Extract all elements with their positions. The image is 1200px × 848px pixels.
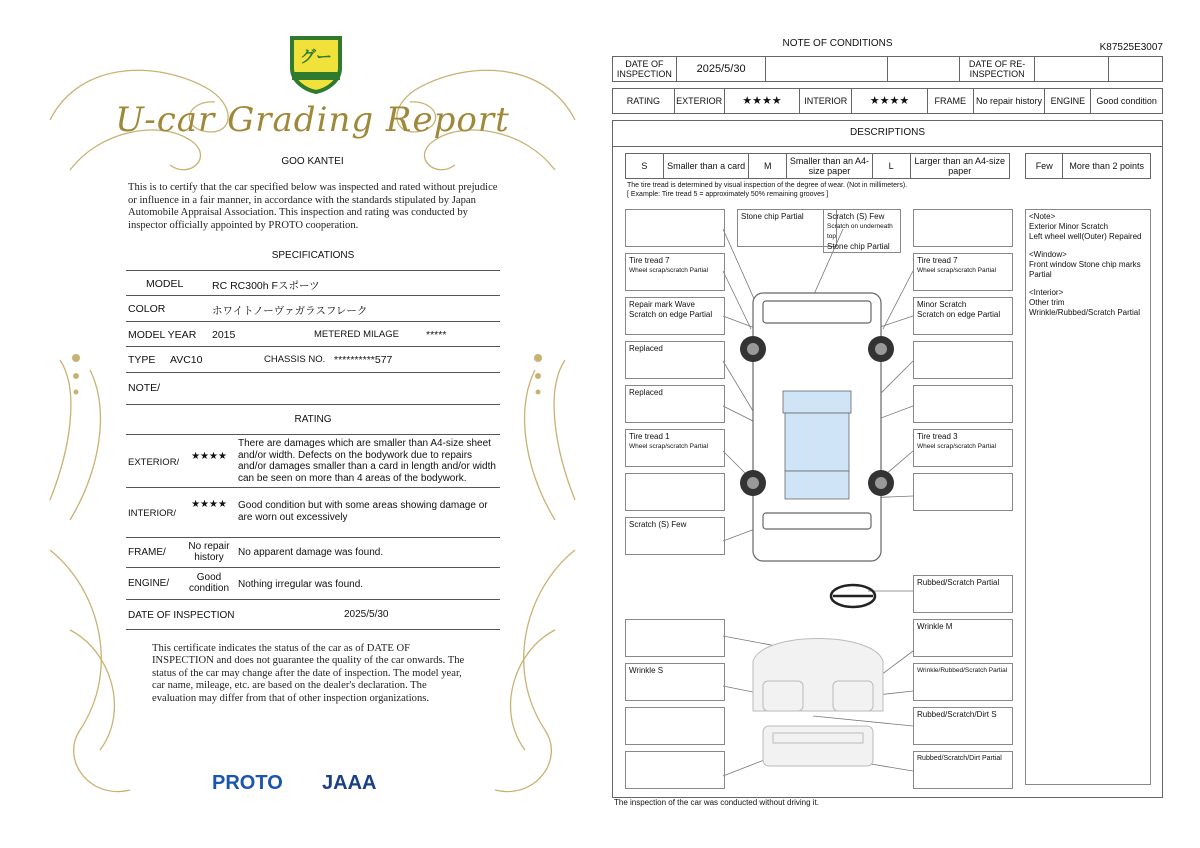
- exterior-desc: There are damages which are smaller than A4-size sheet and/or width. Defects on the bodywork due to repairs and/or damages smaller than a card in length and/or width can be seen on more than 4 areas of the bodywork.: [238, 438, 496, 484]
- condition-box-wrinkle-m: Wrinkle M: [913, 619, 1013, 657]
- report-subtitle: GOO KANTEI: [281, 156, 344, 167]
- condition-box-repair-mark: Repair mark Wave Scratch on edge Partial: [625, 297, 725, 335]
- exterior-stars: ★★★★: [191, 451, 227, 462]
- footer-note: The inspection of the car was conducted without driving it.: [614, 798, 819, 807]
- condition-box-tire3: Tire tread 3 Wheel scrap/scratch Partial: [913, 429, 1013, 467]
- engine-label: ENGINE: [1045, 89, 1091, 113]
- condition-box-blank: [625, 751, 725, 789]
- chassis-label: CHASSIS NO.: [264, 354, 326, 365]
- date-value: 2025/5/30: [344, 609, 389, 620]
- legend-s-desc: Smaller than a card: [664, 154, 750, 178]
- note-of-conditions: [610, 32, 1165, 807]
- certify-text: This is to certify that the car specified below was inspected and rated without prejudice or influence in a fair manner, in accordance with the standards stipulated by Japan Automobile Appraisal Association. This inspection and rating was conducted by inspector officially appointed by PROTO cooperation.: [128, 182, 498, 231]
- interior-label: INTERIOR/: [128, 508, 177, 519]
- note-label: NOTE/: [128, 382, 161, 394]
- blank-cell: [766, 57, 888, 81]
- window-heading: <Window>: [1029, 250, 1067, 259]
- condition-box-scratch-top: Scratch (S) Few Scratch on underneath top Stone chip Partial: [823, 209, 901, 253]
- goo-kantei-badge: [286, 32, 346, 94]
- chassis-value: **********577: [334, 354, 393, 366]
- condition-box-rubbed-dirt-s: Rubbed/Scratch/Dirt S: [913, 707, 1013, 745]
- interior-stars: ★★★★: [191, 499, 227, 510]
- condition-box-blank: [913, 209, 1013, 247]
- model-year-value: 2015: [212, 329, 236, 341]
- engine-label: ENGINE/: [128, 578, 170, 589]
- date-reinspection-label: DATE OF RE-INSPECTION: [960, 57, 1036, 81]
- frame-value: No repair history: [188, 541, 230, 563]
- date-label: DATE OF INSPECTION: [128, 610, 235, 621]
- condition-box-rubbed-scratch: Rubbed/Scratch Partial: [913, 575, 1013, 613]
- interior-stars: ★★★★: [852, 89, 928, 113]
- condition-box-blank: [913, 473, 1013, 511]
- legend-m: M: [749, 154, 787, 178]
- rating-row-interior: [126, 488, 500, 538]
- exterior-stars: ★★★★: [725, 89, 801, 113]
- legend-s: S: [626, 154, 664, 178]
- frame-label: FRAME/: [128, 547, 166, 558]
- window-item: Front window Stone chip marks Partial: [1029, 260, 1141, 279]
- condition-box-replaced-2: Replaced: [625, 385, 725, 423]
- note-heading: <Note>: [1029, 212, 1056, 221]
- rating-table: [612, 88, 1163, 114]
- grading-report: [40, 30, 585, 820]
- spec-row-year: [126, 322, 500, 347]
- rating-row-frame: [126, 538, 500, 568]
- engine-desc: Nothing irregular was found.: [238, 579, 364, 590]
- condition-box-tire1: Tire tread 1 Wheel scrap/scratch Partial: [625, 429, 725, 467]
- metered-value: *****: [426, 329, 447, 341]
- specifications-heading: SPECIFICATIONS: [271, 250, 355, 261]
- rating-heading: RATING: [294, 414, 332, 425]
- spec-row-note: [126, 373, 500, 405]
- disclaimer-text: This certificate indicates the status of the car as of DATE OF INSPECTION and does not guarantee the quality of the car onwards. The status of the car may change after the date of inspection. The model year, car name, mileage, etc. are based on the dealer's declaration. The evaluation may differ from that of other inspection organizations.: [152, 643, 465, 704]
- exterior-label: EXTERIOR: [675, 89, 725, 113]
- model-year-label: MODEL YEAR: [128, 329, 197, 341]
- type-label: TYPE: [128, 354, 156, 366]
- color-label: COLOR: [128, 303, 166, 315]
- exterior-label: EXTERIOR/: [128, 457, 180, 468]
- condition-box-tire7-right: Tire tread 7 Wheel scrap/scratch Partial: [913, 253, 1013, 291]
- interior-label: INTERIOR: [800, 89, 852, 113]
- legend-l: L: [873, 154, 911, 178]
- condition-box-blank: [625, 473, 725, 511]
- interior-item: Wrinkle/Rubbed/Scratch Partial: [1029, 308, 1141, 317]
- type-value: AVC10: [170, 354, 203, 366]
- frame-desc: No apparent damage was found.: [238, 547, 384, 558]
- legend-few: Few: [1026, 154, 1063, 178]
- legend-few-desc: More than 2 points: [1069, 161, 1144, 171]
- note-item: Exterior Minor Scratch: [1029, 222, 1109, 231]
- report-title: U-car Grading Report: [115, 100, 510, 140]
- condition-box-wrinkle-rubbed: Wrinkle/Rubbed/Scratch Partial: [913, 663, 1013, 701]
- rating-label: RATING: [613, 89, 675, 113]
- legend-m-desc: Smaller than an A4-size paper: [787, 154, 873, 178]
- legend-l-desc: Larger than an A4-size paper: [914, 156, 1006, 176]
- condition-box-wrinkle-s: Wrinkle S: [625, 663, 725, 701]
- spec-row-type: [126, 347, 500, 373]
- descriptions-heading: DESCRIPTIONS: [849, 127, 925, 138]
- condition-box-blank: [913, 341, 1013, 379]
- tire-note-2: [ Example: Tire tread 5 = approximately 50% remaining grooves ]: [627, 191, 829, 198]
- condition-box-replaced-1: Replaced: [625, 341, 725, 379]
- rating-row-engine: [126, 568, 500, 600]
- spec-row-color: [126, 296, 500, 322]
- svg-text:グー: グー: [299, 47, 333, 66]
- proto-logo: PROTO: [212, 772, 283, 794]
- blank-cell: [888, 57, 960, 81]
- condition-box-blank: [625, 707, 725, 745]
- dates-table: [612, 56, 1163, 82]
- metered-label: METERED MILAGE: [314, 329, 399, 340]
- condition-box-rubbed-dirt-partial: Rubbed/Scratch/Dirt Partial: [913, 751, 1013, 789]
- descriptions-panel: [612, 120, 1163, 798]
- note-item: Left wheel well(Outer) Repaired: [1029, 232, 1142, 241]
- date-inspection-value: 2025/5/30: [677, 57, 767, 81]
- tire-note-1: The tire tread is determined by visual inspection of the degree of wear. (Not in millimeters).: [627, 182, 908, 189]
- interior-item: Other trim: [1029, 298, 1065, 307]
- blank-cell: [1035, 57, 1109, 81]
- engine-value: Good condition: [188, 572, 230, 594]
- spec-row-model: [126, 270, 500, 296]
- condition-box-stone-chip: Stone chip Partial: [737, 209, 837, 247]
- frame-label: FRAME: [928, 89, 974, 113]
- condition-box-blank: [625, 209, 725, 247]
- color-value: ホワイトノーヴァガラスフレーク: [212, 305, 368, 317]
- condition-box-blank: [913, 385, 1013, 423]
- rating-row-date: [126, 600, 500, 630]
- document-id: K87525E3007: [1099, 42, 1163, 53]
- logos: [212, 770, 412, 800]
- jaaa-logo: JAAA: [322, 772, 377, 794]
- condition-box-scratch-rear: Scratch (S) Few: [625, 517, 725, 555]
- interior-desc: Good condition but with some areas showing damage or are worn out excessively: [238, 500, 488, 523]
- frame-value: No repair history: [974, 89, 1046, 113]
- condition-box-minor-scratch: Minor Scratch Scratch on edge Partial: [913, 297, 1013, 335]
- condition-box-tire7-left: Tire tread 7 Wheel scrap/scratch Partial: [625, 253, 725, 291]
- blank-cell: [1109, 57, 1162, 81]
- rating-row-exterior: [126, 434, 500, 488]
- model-value: RC RC300h Fスポーツ: [212, 280, 320, 292]
- notes-panel: [1025, 209, 1151, 785]
- engine-value: Good condition: [1096, 96, 1157, 106]
- conditions-title: NOTE OF CONDITIONS: [782, 38, 893, 49]
- date-inspection-label: DATE OF INSPECTION: [613, 57, 677, 81]
- condition-box-blank: [625, 619, 725, 657]
- interior-heading: <Interior>: [1029, 288, 1064, 297]
- model-label: MODEL: [146, 278, 184, 290]
